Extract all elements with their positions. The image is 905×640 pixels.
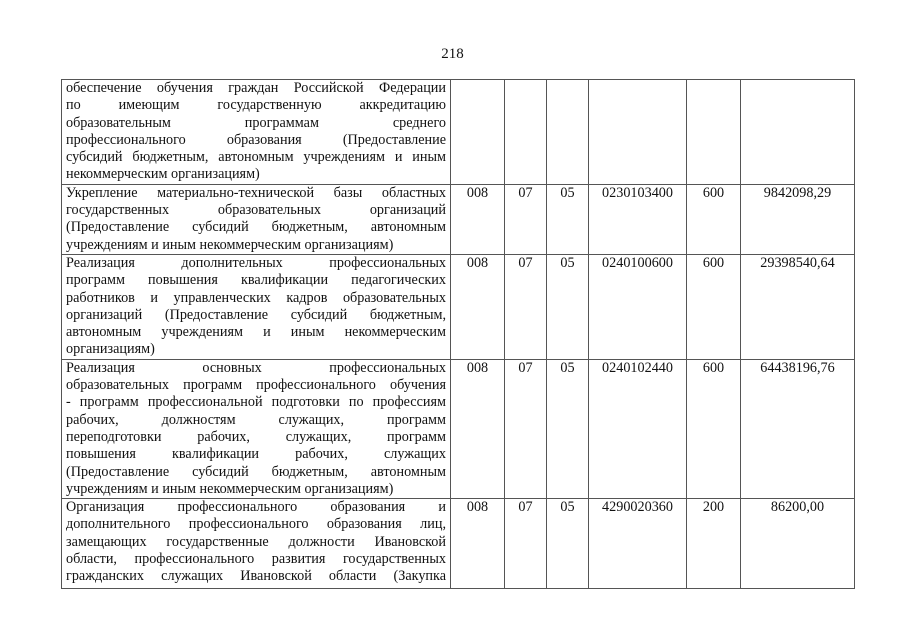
description-line: Укрепление материально-технической базы областных <box>66 184 446 201</box>
table-row <box>62 499 855 589</box>
target-cell <box>589 80 687 185</box>
expense-type-cell: 600 <box>687 184 741 254</box>
description-line: учреждениям и иным некоммерческим организациям) <box>66 236 394 253</box>
target-cell: 0230103400 <box>589 184 687 254</box>
description-cell <box>62 359 451 498</box>
subsection-cell: 05 <box>547 184 589 254</box>
amount-cell: 86200,00 <box>741 499 855 589</box>
expense-type-cell: 600 <box>687 254 741 359</box>
description-line: области, профессионального развития государственных <box>66 551 446 568</box>
description-line: гражданских служащих Ивановской области (Закупка <box>66 568 446 585</box>
description-line: обеспечение обучения граждан Российской Федерации <box>66 80 446 96</box>
description-line: образовательным программам среднего <box>66 114 446 131</box>
subsection-cell: 05 <box>547 359 589 498</box>
grbs-cell: 008 <box>451 254 505 359</box>
description-line: дополнительного профессионального образования лиц, <box>66 516 446 533</box>
section-cell: 07 <box>505 359 547 498</box>
expense-type-cell: 200 <box>687 499 741 589</box>
description-line: организациям) <box>66 341 155 358</box>
table-row <box>62 359 855 498</box>
description-line: учреждениям и иным некоммерческим организациям) <box>66 480 394 497</box>
subsection-cell: 05 <box>547 499 589 589</box>
description-line: государственных образовательных организаций <box>66 202 446 219</box>
description-cell <box>62 499 451 589</box>
subsection-cell <box>547 80 589 185</box>
amount-cell <box>741 80 855 185</box>
description-line: Реализация основных профессиональных <box>66 359 446 376</box>
description-line: образовательных программ профессионального обучения <box>66 377 446 394</box>
amount-cell: 9842098,29 <box>741 184 855 254</box>
expense-type-cell <box>687 80 741 185</box>
description-cell <box>62 184 451 254</box>
description-line: профессионального образования (Предоставление <box>66 131 446 148</box>
grbs-cell: 008 <box>451 499 505 589</box>
description-line: повышения квалификации рабочих, служащих <box>66 446 446 463</box>
description-cell <box>62 254 451 359</box>
amount-cell: 29398540,64 <box>741 254 855 359</box>
description-line: работников и управленческих кадров образовательных <box>66 289 446 306</box>
description-line: (Предоставление субсидий бюджетным, автономным <box>66 463 446 480</box>
target-cell: 0240100600 <box>589 254 687 359</box>
description-line: - программ профессиональной подготовки по профессиям <box>66 394 446 411</box>
subsection-cell: 05 <box>547 254 589 359</box>
table-row <box>62 184 855 254</box>
description-line: Реализация дополнительных профессиональных <box>66 254 446 271</box>
description-line: программ повышения квалификации педагогических <box>66 272 446 289</box>
description-line: (Предоставление субсидий бюджетным, автономным <box>66 219 446 236</box>
expense-type-cell: 600 <box>687 359 741 498</box>
description-line: автономным учреждениям и иным некоммерческим <box>66 324 446 341</box>
amount-cell: 64438196,76 <box>741 359 855 498</box>
section-cell: 07 <box>505 499 547 589</box>
description-line: субсидий бюджетным, автономным учреждениям и иным <box>66 149 446 166</box>
description-line: замещающих государственные должности Ивановской <box>66 533 446 550</box>
grbs-cell: 008 <box>451 359 505 498</box>
page-number: 218 <box>441 46 464 62</box>
table-row <box>62 80 855 185</box>
table-row <box>62 254 855 359</box>
grbs-cell: 008 <box>451 184 505 254</box>
description-cell <box>62 80 451 185</box>
description-line: организаций (Предоставление субсидий бюджетным, <box>66 306 446 323</box>
description-line: Организация профессионального образования и <box>66 499 446 516</box>
grbs-cell <box>451 80 505 185</box>
target-cell: 4290020360 <box>589 499 687 589</box>
section-cell: 07 <box>505 254 547 359</box>
description-line: некоммерческим организациям) <box>66 166 260 183</box>
description-line: по имеющим государственную аккредитацию <box>66 97 446 114</box>
target-cell: 0240102440 <box>589 359 687 498</box>
description-line: рабочих, должностям служащих, программ <box>66 411 446 428</box>
section-cell: 07 <box>505 184 547 254</box>
section-cell <box>505 80 547 185</box>
budget-table <box>61 79 855 589</box>
description-line: переподготовки рабочих, служащих, программ <box>66 428 446 445</box>
